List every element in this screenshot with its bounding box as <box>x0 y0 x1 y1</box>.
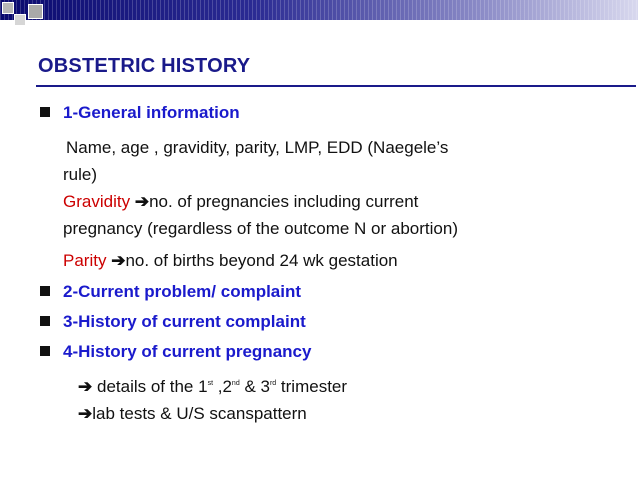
item-history-current-complaint: 3-History of current complaint <box>63 312 306 331</box>
trimester-text: ,2 <box>213 377 232 396</box>
item-general-information: 1-General information <box>63 103 240 122</box>
gravidity-term: Gravidity <box>63 192 131 211</box>
gravidity-definition <box>63 188 418 215</box>
ordinal-suffix: rd <box>269 380 277 387</box>
trimester-text: & 3 <box>239 377 270 396</box>
gradient-band <box>0 0 638 20</box>
lab-tests-text: lab tests & U/S scanspattern <box>92 404 307 423</box>
gravidity-text-continued: pregnancy (regardless of the outcome N or abortion) <box>63 219 458 238</box>
item-current-problem: 2-Current problem/ complaint <box>63 282 302 301</box>
ordinal-suffix: nd <box>231 380 240 387</box>
parity-term: Parity <box>63 251 107 270</box>
title-underline <box>36 85 636 87</box>
square-bullet-icon <box>40 107 50 117</box>
parity-definition <box>63 247 398 274</box>
decorative-square <box>2 2 14 14</box>
parity-text: no. of births beyond 24 wk gestation <box>125 251 398 270</box>
trimester-details <box>78 370 347 400</box>
item-history-current-pregnancy: 4-History of current pregnancy <box>63 342 312 361</box>
trimester-text: trimester <box>276 377 348 396</box>
decorative-square <box>14 14 26 26</box>
square-bullet-icon <box>40 286 50 296</box>
lab-tests <box>78 400 307 427</box>
ordinal-suffix: st <box>207 380 214 387</box>
arrow-right-icon: ➔ <box>134 192 150 211</box>
general-info-line: Name, age , gravidity, parity, LMP, EDD (Naegele’s <box>66 138 449 157</box>
arrow-right-icon: ➔ <box>78 377 93 396</box>
square-bullet-icon <box>40 316 50 326</box>
slide-title: OBSTETRIC HISTORY <box>38 55 251 77</box>
general-info-line: rule) <box>63 165 98 184</box>
top-decorative-bar <box>0 0 638 32</box>
square-bullet-icon <box>40 346 50 356</box>
trimester-text: details of the 1 <box>96 377 208 396</box>
decorative-square <box>28 4 43 19</box>
gravidity-text: no. of pregnancies including current <box>149 192 419 211</box>
arrow-right-icon: ➔ <box>78 404 93 423</box>
arrow-right-icon: ➔ <box>111 251 126 270</box>
